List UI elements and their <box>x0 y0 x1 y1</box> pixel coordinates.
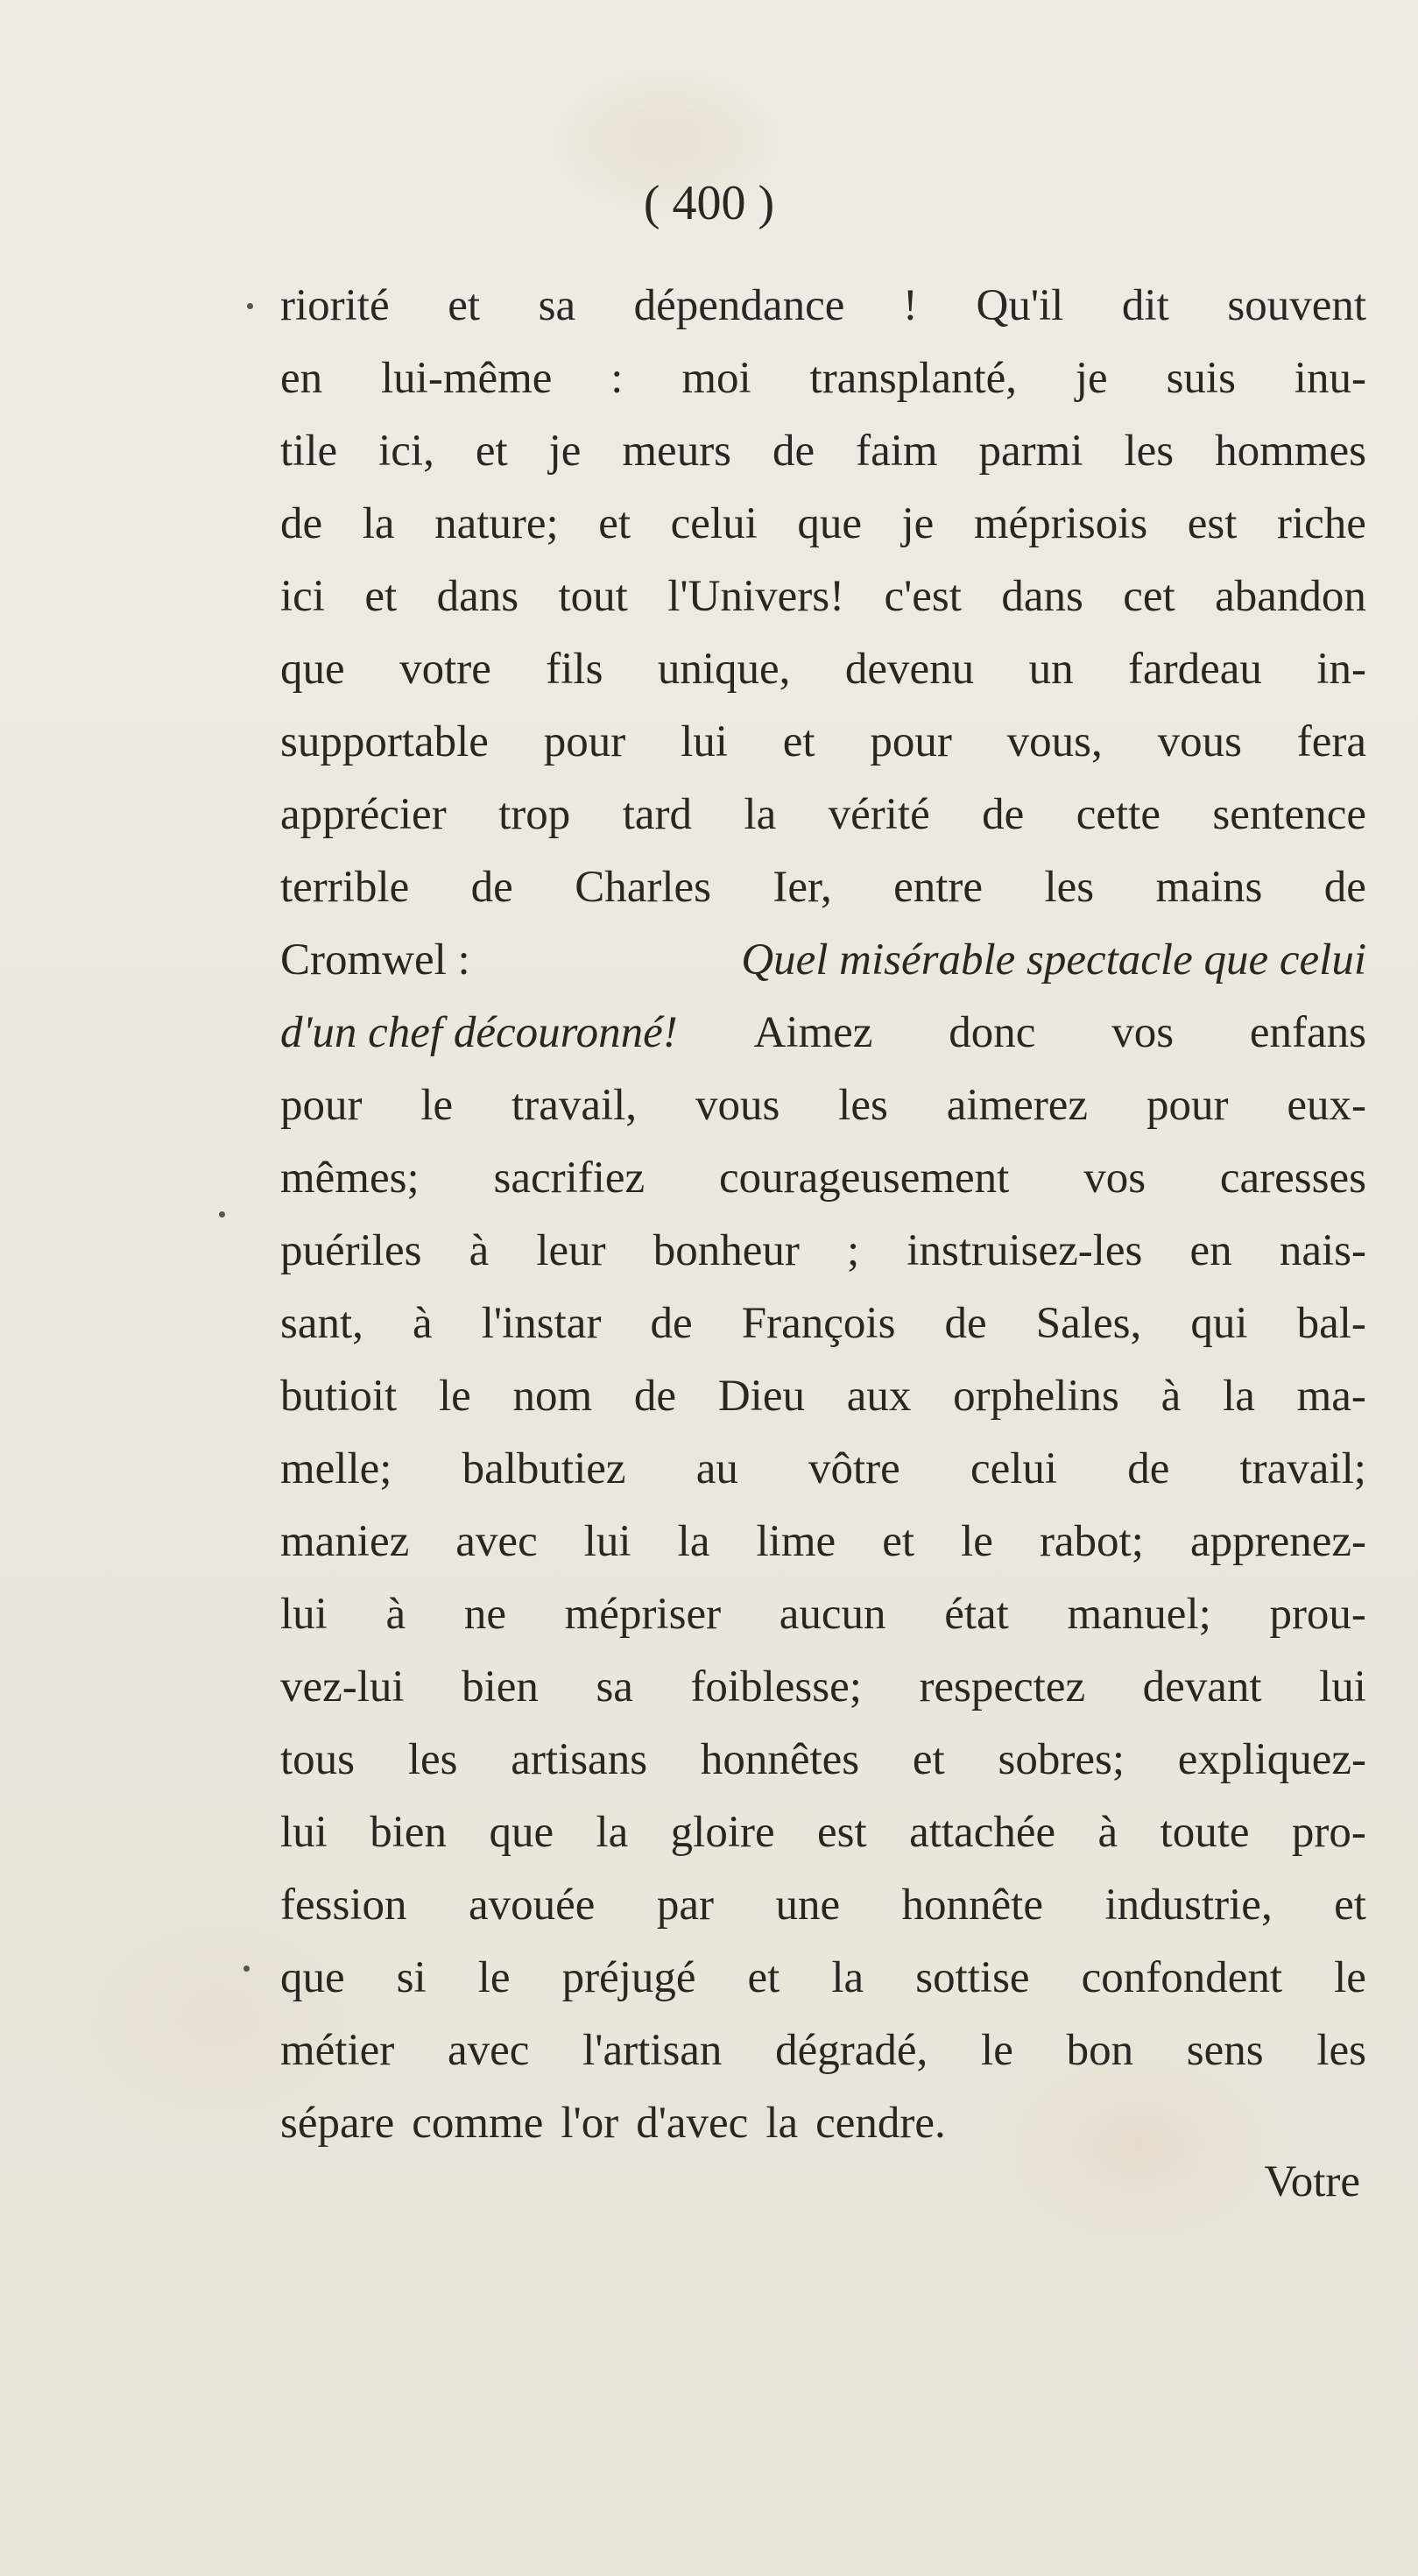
word: fardeau <box>1127 645 1262 694</box>
word: transplanté, <box>809 354 1018 403</box>
word: de <box>1127 1444 1170 1493</box>
text-line <box>280 2015 1366 2087</box>
word: terrible <box>280 863 410 912</box>
text-line <box>280 924 1366 997</box>
word: dans <box>1001 572 1083 621</box>
word: bonheur <box>653 1226 800 1275</box>
text-line <box>280 1288 1366 1360</box>
word: je <box>901 499 935 548</box>
page-number: ( 400 ) <box>643 176 775 230</box>
word: abandon <box>1215 572 1366 621</box>
word: de <box>1323 863 1366 912</box>
word: ici <box>280 572 325 621</box>
word: prou- <box>1269 1590 1366 1639</box>
word: les <box>407 1735 458 1784</box>
word: lime <box>756 1517 836 1566</box>
word: qui <box>1190 1299 1248 1348</box>
word: travail; <box>1239 1444 1366 1493</box>
word: manuel; <box>1067 1590 1211 1639</box>
word: hommes <box>1215 427 1366 476</box>
word: état <box>944 1590 1009 1639</box>
word: attachée <box>909 1808 1056 1857</box>
text-line <box>280 1142 1366 1215</box>
text-line <box>280 1215 1366 1288</box>
word: vérité <box>828 790 930 839</box>
word: industrie, <box>1104 1881 1273 1930</box>
word: Sales, <box>1035 1299 1142 1348</box>
word: le <box>981 2026 1013 2075</box>
word: sépare <box>280 2099 395 2148</box>
word: à <box>413 1299 433 1348</box>
word: et <box>448 281 481 330</box>
word: bon <box>1066 2026 1134 2075</box>
word: est <box>1187 499 1238 548</box>
word: les <box>1044 863 1095 912</box>
word: riche <box>1277 499 1366 548</box>
word: de <box>982 790 1025 839</box>
word: entre <box>893 863 984 912</box>
word: dans <box>436 572 519 621</box>
margin-mark <box>219 1211 225 1217</box>
word: dépendance <box>633 281 845 330</box>
word: vous, <box>1006 717 1103 766</box>
word: en <box>1189 1226 1232 1275</box>
word: fils <box>546 645 603 694</box>
word: les <box>1124 427 1175 476</box>
word: lui <box>1319 1662 1366 1711</box>
word: votre <box>399 645 491 694</box>
word: avouée <box>468 1881 596 1930</box>
word: et <box>598 499 631 548</box>
word: d'un chef découronné! <box>280 1008 678 1057</box>
text-line <box>280 1433 1366 1506</box>
word: et <box>747 1953 780 2002</box>
text-line <box>280 342 1366 415</box>
word: le <box>420 1081 454 1130</box>
word: faim <box>856 427 938 476</box>
word: vos <box>1083 1154 1146 1203</box>
word: de <box>650 1299 693 1348</box>
text-line <box>280 779 1366 851</box>
word: à <box>1097 1808 1118 1857</box>
word: lui <box>583 1517 631 1566</box>
word: puériles <box>280 1226 422 1275</box>
word: Cromwel : <box>280 935 470 985</box>
margin-mark <box>243 1966 250 1972</box>
word: nom <box>512 1372 593 1421</box>
word: mêmes; <box>280 1154 420 1203</box>
word: foiblesse; <box>690 1662 862 1711</box>
word: trop <box>498 790 571 839</box>
text-line <box>280 270 1366 342</box>
word: si <box>396 1953 427 2002</box>
word: le <box>1334 1953 1366 2002</box>
word: l'instar <box>481 1299 602 1348</box>
word: supportable <box>280 717 489 766</box>
word: ici, <box>378 427 434 476</box>
word: vôtre <box>808 1444 900 1493</box>
text-line <box>280 1869 1366 1942</box>
word: la <box>744 790 777 839</box>
word: sacrifiez <box>493 1154 646 1203</box>
word: artisans <box>511 1735 648 1784</box>
word: nature; <box>434 499 559 548</box>
word: en <box>280 354 323 403</box>
word: Charles <box>575 863 711 912</box>
word: bien <box>370 1808 448 1857</box>
word: honnêtes <box>700 1735 860 1784</box>
word: et <box>912 1735 945 1784</box>
word: la <box>831 1953 864 2002</box>
word: tout <box>558 572 628 621</box>
word: ne <box>463 1590 506 1639</box>
word: je <box>548 427 582 476</box>
word: François <box>741 1299 896 1348</box>
word: leur <box>536 1226 606 1275</box>
word: rabot; <box>1039 1517 1144 1566</box>
word: cette <box>1076 790 1161 839</box>
word: ! <box>902 281 918 330</box>
text-line <box>280 997 1366 1069</box>
word: apprenez- <box>1189 1517 1366 1566</box>
word: par <box>656 1881 714 1930</box>
word: vos <box>1111 1008 1175 1057</box>
word: que <box>797 499 862 548</box>
word: lui <box>280 1808 328 1857</box>
word: la <box>765 2099 799 2148</box>
word: de <box>470 863 513 912</box>
word: Aimez <box>753 1008 873 1057</box>
word: que <box>489 1808 554 1857</box>
word: cet <box>1123 572 1175 621</box>
word: travail, <box>511 1081 638 1130</box>
word: lui <box>280 1590 328 1639</box>
word: nais- <box>1279 1226 1366 1275</box>
word: et <box>882 1517 915 1566</box>
word: les <box>1316 2026 1366 2075</box>
word: tous <box>280 1735 356 1784</box>
word: courageusement <box>719 1154 1010 1203</box>
word: Quel misérable spectacle que celui <box>741 935 1366 985</box>
word: respectez <box>919 1662 1086 1711</box>
word: balbutiez <box>462 1444 626 1493</box>
word: la <box>677 1517 710 1566</box>
word: de <box>944 1299 987 1348</box>
catchword: Votre <box>1264 2157 1360 2206</box>
word: l'or <box>561 2099 619 2148</box>
word: pour <box>870 717 952 766</box>
word: bal- <box>1296 1299 1366 1348</box>
word: donc <box>949 1008 1036 1057</box>
word: l'Univers! <box>667 572 845 621</box>
word: que <box>280 645 345 694</box>
word: melle; <box>280 1444 392 1493</box>
word: d'avec <box>636 2099 749 2148</box>
word: lui-même <box>381 354 553 403</box>
word: apprécier <box>280 790 447 839</box>
word: pour <box>280 1081 363 1130</box>
word: butioit <box>280 1372 398 1421</box>
word: gloire <box>670 1808 775 1857</box>
word: suis <box>1166 354 1236 403</box>
word: avec <box>455 1517 538 1566</box>
word: caresses <box>1219 1154 1366 1203</box>
word: sens <box>1186 2026 1264 2075</box>
word: au <box>695 1444 738 1493</box>
word: de <box>633 1372 677 1421</box>
word: vous <box>1157 717 1242 766</box>
word: avec <box>447 2026 530 2075</box>
word: aux <box>846 1372 912 1421</box>
word: eux- <box>1287 1081 1366 1130</box>
word: et <box>782 717 815 766</box>
word: meurs <box>622 427 732 476</box>
word: expliquez- <box>1177 1735 1366 1784</box>
text-line <box>280 633 1366 706</box>
word: méprisois <box>973 499 1148 548</box>
word: sobres; <box>998 1735 1125 1784</box>
word: inu- <box>1294 354 1366 403</box>
margin-mark <box>247 303 253 309</box>
word: à <box>469 1226 490 1275</box>
word: c'est <box>884 572 962 621</box>
word: moi <box>681 354 751 403</box>
word: sa <box>596 1662 633 1711</box>
word: à <box>385 1590 406 1639</box>
word: métier <box>280 2026 395 2075</box>
word: celui <box>670 499 758 548</box>
word: le <box>477 1953 511 2002</box>
text-line <box>280 1506 1366 1578</box>
word: je <box>1075 354 1108 403</box>
word: et <box>475 427 508 476</box>
word: mépriser <box>564 1590 722 1639</box>
text-line <box>280 1069 1366 1142</box>
word: un <box>1028 645 1074 694</box>
word: fera <box>1296 717 1366 766</box>
text-line <box>280 1578 1366 1651</box>
word: honnête <box>901 1881 1043 1930</box>
word: devant <box>1142 1662 1262 1711</box>
word: orphelins <box>953 1372 1119 1421</box>
word: tard <box>622 790 692 839</box>
word: le <box>961 1517 993 1566</box>
word: est <box>817 1808 867 1857</box>
word: et <box>364 572 398 621</box>
word: à <box>1161 1372 1182 1421</box>
word: fession <box>280 1881 407 1930</box>
word: la <box>362 499 395 548</box>
word: riorité <box>280 281 390 330</box>
word: aucun <box>779 1590 886 1639</box>
word: pour <box>543 717 626 766</box>
word: dit <box>1121 281 1169 330</box>
word: instruisez-les <box>907 1226 1143 1275</box>
word: celui <box>970 1444 1058 1493</box>
word: enfans <box>1249 1008 1366 1057</box>
word: sottise <box>915 1953 1030 2002</box>
word: pro- <box>1291 1808 1366 1857</box>
word: la <box>596 1808 629 1857</box>
word: parmi <box>978 427 1083 476</box>
word: la <box>1223 1372 1255 1421</box>
word: sa <box>538 281 576 330</box>
text-line <box>280 1942 1366 2015</box>
word: cendre. <box>815 2099 946 2148</box>
word: aimerez <box>946 1081 1089 1130</box>
text-line <box>280 488 1366 561</box>
word: mains <box>1155 863 1263 912</box>
word: maniez <box>280 1517 410 1566</box>
word: lui <box>681 717 728 766</box>
word: de <box>772 427 815 476</box>
body-text <box>280 270 1366 2160</box>
word: : <box>610 354 624 403</box>
word: toute <box>1160 1808 1250 1857</box>
word: ; <box>847 1226 860 1275</box>
word: pour <box>1146 1081 1229 1130</box>
text-line <box>280 1651 1366 1724</box>
word: tile <box>280 427 338 476</box>
word: préjugé <box>561 1953 696 2002</box>
word: sant, <box>280 1299 363 1348</box>
word: comme <box>412 2099 544 2148</box>
word: une <box>775 1881 841 1930</box>
word: et <box>1334 1881 1366 1930</box>
word: les <box>838 1081 888 1130</box>
word: vez-lui <box>280 1662 405 1711</box>
word: bien <box>462 1662 539 1711</box>
text-line <box>280 1724 1366 1796</box>
word: de <box>280 499 323 548</box>
word: ma- <box>1296 1372 1366 1421</box>
text-line <box>280 1360 1366 1433</box>
text-line <box>280 851 1366 924</box>
text-line <box>280 415 1366 488</box>
word: Ier, <box>772 863 832 912</box>
word: l'artisan <box>582 2026 723 2075</box>
text-line <box>280 1796 1366 1869</box>
word: Dieu <box>717 1372 805 1421</box>
word: sentence <box>1212 790 1366 839</box>
word: que <box>280 1953 345 2002</box>
word: le <box>438 1372 471 1421</box>
text-line <box>280 2087 1366 2160</box>
word: vous <box>695 1081 780 1130</box>
word: dégradé, <box>775 2026 928 2075</box>
word: devenu <box>844 645 975 694</box>
word: souvent <box>1227 281 1366 330</box>
word: confondent <box>1081 1953 1283 2002</box>
word: unique, <box>657 645 791 694</box>
text-line <box>280 706 1366 779</box>
word: in- <box>1316 645 1366 694</box>
text-line <box>280 561 1366 633</box>
word: Qu'il <box>976 281 1064 330</box>
